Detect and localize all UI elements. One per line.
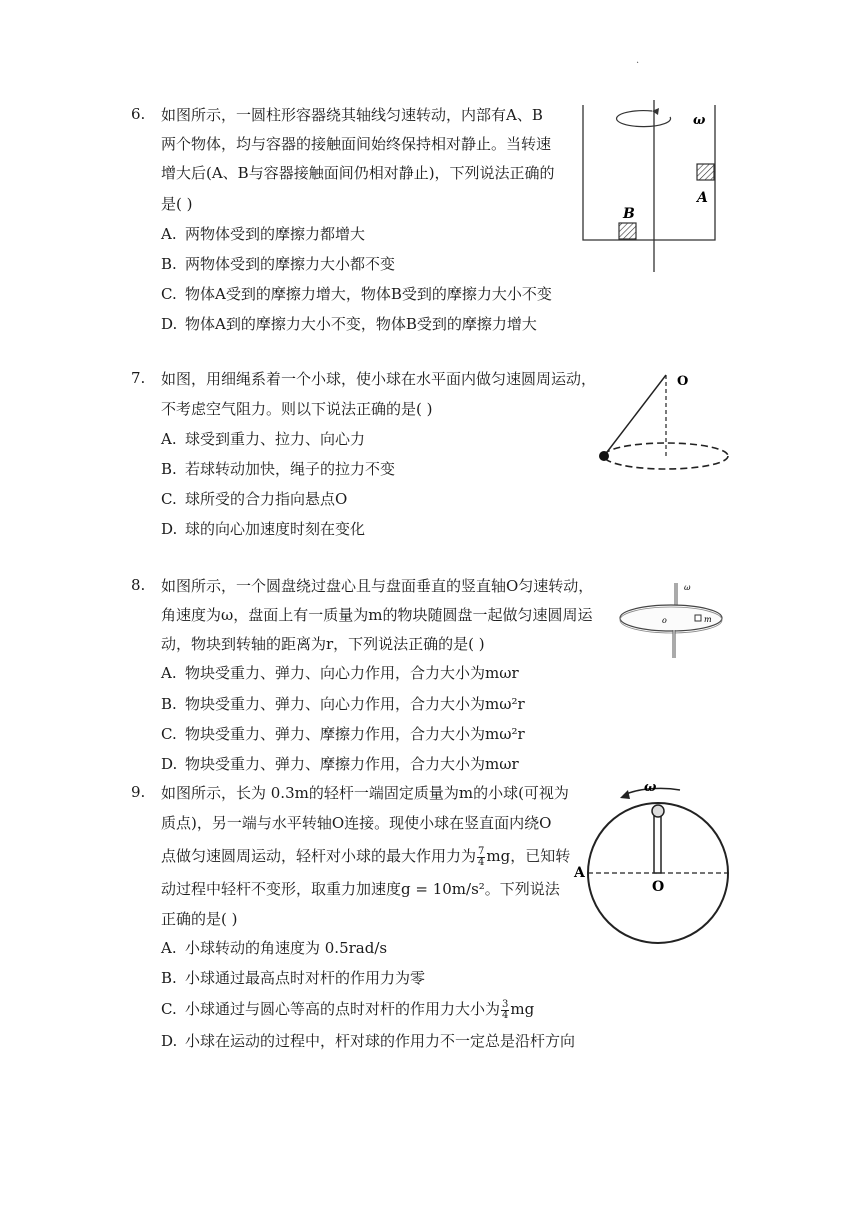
option-d[interactable]: D. 小球在运动的过程中，杆对球的作用力不一定总是沿杆方向 bbox=[161, 1032, 576, 1050]
option-c[interactable]: C. 小球通过与圆心等高的点时对杆的作用力大小为 $\frac{3}{4}$ mg bbox=[161, 998, 535, 1021]
question-line: 增大后(A、B与容器接触面间仍相对静止)，下列说法正确的 bbox=[161, 164, 555, 182]
question-line: 点做匀速圆周运动，轻杆对小球的最大作用力为 $\frac{7}{4}$ mg，已知转 bbox=[161, 845, 571, 868]
label-a: A bbox=[697, 190, 708, 206]
omega-label: ω bbox=[693, 113, 706, 128]
small-ball bbox=[652, 805, 664, 817]
omega-label: ω bbox=[644, 780, 657, 795]
rotating-disk-figure bbox=[615, 578, 730, 663]
question-number: 6. bbox=[131, 105, 146, 123]
option-c[interactable]: C. 物体A受到的摩擦力增大，物体B受到的摩擦力大小不变 bbox=[161, 285, 552, 303]
option-b[interactable]: B. 物块受重力、弹力、向心力作用，合力大小为mω²r bbox=[161, 695, 525, 713]
label-o: O bbox=[652, 879, 665, 895]
cylinder-container-figure bbox=[575, 100, 725, 280]
label-a: A bbox=[574, 865, 585, 881]
option-b[interactable]: B. 若球转动加快，绳子的拉力不变 bbox=[161, 460, 396, 478]
question-line: 如图所示，一个圆盘绕过盘心且与盘面垂直的竖直轴O匀速转动， bbox=[161, 577, 594, 595]
conical-pendulum-figure bbox=[590, 365, 735, 475]
option-d[interactable]: D. 物体A到的摩擦力大小不变，物体B受到的摩擦力增大 bbox=[161, 315, 537, 333]
option-b[interactable]: B. 两物体受到的摩擦力大小都不变 bbox=[161, 255, 396, 273]
question-line: 两个物体，均与容器的接触面间始终保持相对静止。当转速 bbox=[161, 135, 552, 153]
page-mark: · bbox=[636, 58, 640, 69]
light-rod bbox=[654, 816, 661, 873]
omega-label: ω bbox=[684, 583, 691, 592]
label-b: B bbox=[623, 206, 635, 222]
option-a[interactable]: A. 球受到重力、拉力、向心力 bbox=[161, 430, 366, 448]
ball bbox=[599, 451, 609, 461]
option-c[interactable]: C. 物块受重力、弹力、摩擦力作用，合力大小为mω²r bbox=[161, 725, 525, 743]
question-line: 质点)，另一端与水平转轴O连接。现使小球在竖直面内绕O bbox=[161, 814, 552, 832]
fraction-7-4: $\frac{7}{4}$ bbox=[478, 845, 485, 868]
question-line: 是( ) bbox=[161, 195, 193, 213]
option-c[interactable]: C. 球所受的合力指向悬点O bbox=[161, 490, 348, 508]
question-line: 如图，用细绳系着一个小球，使小球在水平面内做匀速圆周运动， bbox=[161, 370, 597, 388]
option-d[interactable]: D. 物块受重力、弹力、摩擦力作用，合力大小为mωr bbox=[161, 755, 519, 773]
option-a[interactable]: A. 小球转动的角速度为 0.5rad/s bbox=[161, 939, 388, 957]
fraction-3-4: $\frac{3}{4}$ bbox=[502, 998, 509, 1021]
question-number: 7. bbox=[131, 369, 146, 387]
block-b bbox=[619, 223, 636, 239]
label-m: m bbox=[704, 615, 712, 624]
question-line: 如图所示，一圆柱形容器绕其轴线匀速转动，内部有A、B bbox=[161, 106, 543, 124]
question-line: 动过程中轻杆不变形，取重力加速度g = 10m/s²。下列说法 bbox=[161, 880, 560, 898]
question-line: 动，物块到转轴的距离为r，下列说法正确的是( ) bbox=[161, 635, 485, 653]
label-o: O bbox=[677, 374, 689, 389]
question-line: 如图所示，长为 0.3m的轻杆一端固定质量为m的小球(可视为 bbox=[161, 784, 569, 802]
question-number: 9. bbox=[131, 783, 146, 801]
question-line: 正确的是( ) bbox=[161, 910, 238, 928]
rotation-arrow-icon bbox=[617, 111, 671, 127]
option-a[interactable]: A. 两物体受到的摩擦力都增大 bbox=[161, 225, 366, 243]
question-number: 8. bbox=[131, 576, 146, 594]
option-a[interactable]: A. 物块受重力、弹力、向心力作用，合力大小为mωr bbox=[161, 664, 519, 682]
question-line: 不考虑空气阻力。则以下说法正确的是( ) bbox=[161, 400, 433, 418]
option-b[interactable]: B. 小球通过最高点时对杆的作用力为零 bbox=[161, 969, 426, 987]
block-a bbox=[697, 164, 714, 180]
block-m bbox=[695, 615, 701, 621]
suspension-string bbox=[604, 375, 666, 456]
vertical-circle-rod-figure bbox=[572, 778, 732, 943]
option-d[interactable]: D. 球的向心加速度时刻在变化 bbox=[161, 520, 366, 538]
question-line: 角速度为ω，盘面上有一质量为m的物块随圆盘一起做匀速圆周运 bbox=[161, 606, 593, 624]
label-o: o bbox=[662, 616, 667, 625]
